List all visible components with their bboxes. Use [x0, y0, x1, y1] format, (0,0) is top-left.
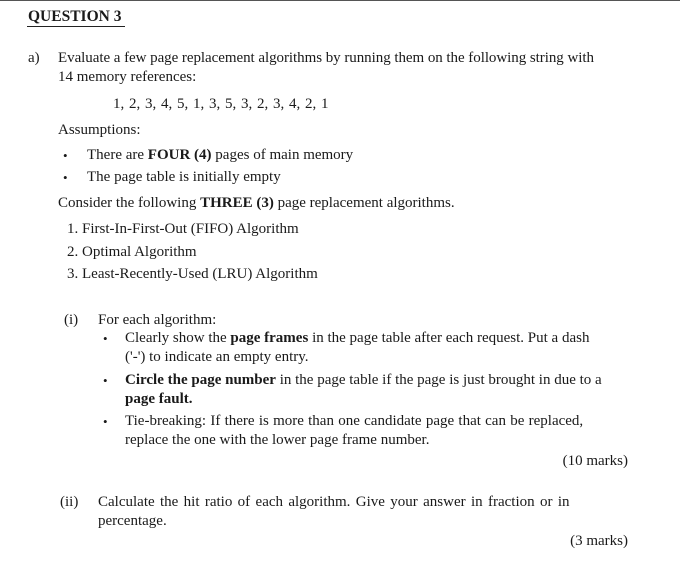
sub-ii-marks: (3 marks) [570, 533, 628, 549]
assumption-1: There are FOUR (4) pages of main memory [87, 147, 354, 163]
top-rule [0, 0, 680, 1]
question-title: QUESTION 3 [28, 8, 122, 25]
sub-i-heading: For each algorithm: [98, 312, 217, 328]
sub-i-bullet-1-line1: Clearly show the page frames in the page table after each request. Put a dash [125, 330, 590, 346]
consider-line: Consider the following THREE (3) page replacement algorithms. [58, 195, 455, 211]
sub-ii-line2: percentage. [98, 513, 167, 529]
sub-i-bullet-2-line1: Circle the page number in the page table if the page is just brought in due to a [125, 372, 602, 388]
bullet-icon: • [103, 331, 108, 346]
part-a-label: a) [28, 50, 40, 66]
assumptions-heading: Assumptions: [58, 122, 141, 138]
part-a-intro-line1: Evaluate a few page replacement algorithms by running them on the following string with [58, 50, 594, 66]
sub-i-bullet-3-line1: Tie-breaking: If there is more than one candidate page that can be replaced, [125, 413, 584, 429]
title-underline [27, 26, 125, 27]
sub-i-marks: (10 marks) [562, 453, 628, 469]
sub-ii-line1: Calculate the hit ratio of each algorithm. Give your answer in fraction or in [98, 494, 570, 510]
bullet-icon: • [63, 170, 68, 185]
bullet-icon: • [63, 148, 68, 163]
reference-string: 1, 2, 3, 4, 5, 1, 3, 5, 3, 2, 3, 4, 2, 1 [113, 96, 329, 112]
sub-i-label: (i) [64, 312, 79, 328]
sub-ii-label: (ii) [60, 494, 79, 510]
part-a-intro-line2: 14 memory references: [58, 69, 197, 85]
algorithm-2: 2. Optimal Algorithm [67, 244, 197, 260]
bullet-icon: • [103, 373, 108, 388]
algorithm-1: 1. First-In-First-Out (FIFO) Algorithm [67, 221, 299, 237]
sub-i-bullet-2-line2: page fault. [125, 391, 193, 407]
bullet-icon: • [103, 414, 108, 429]
assumption-2: The page table is initially empty [87, 169, 281, 185]
algorithm-3: 3. Least-Recently-Used (LRU) Algorithm [67, 266, 318, 282]
sub-i-bullet-1-line2: ('-') to indicate an empty entry. [125, 349, 309, 365]
sub-i-bullet-3-line2: replace the one with the lower page frame number. [125, 432, 430, 448]
